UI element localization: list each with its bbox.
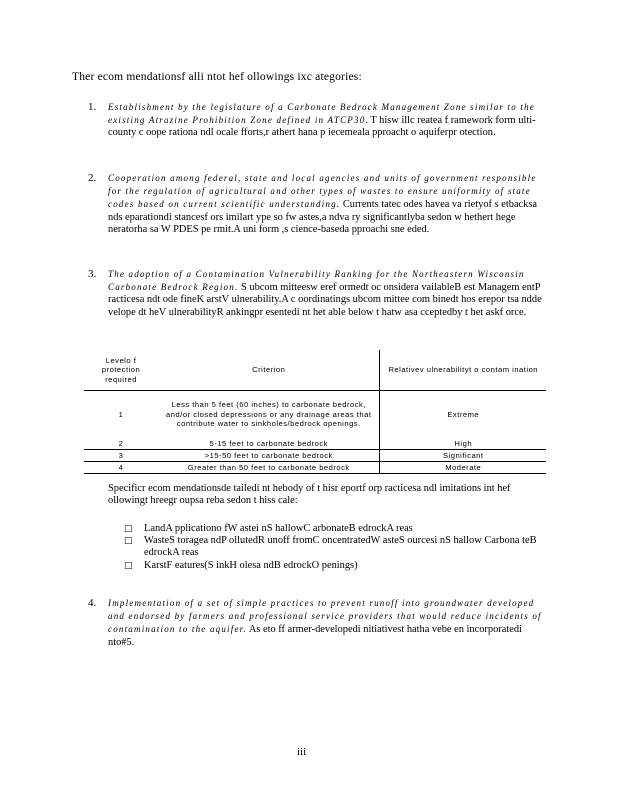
rec-roman: S ubcom mitteesw eref ormedt oc onsidera vailableB est Managem entP racticesa ndt ode fineK arstV ulnerability.A c oordinatings ubcom mittee com binedt hos erepor tsa ndde velope dt heV ulnerabilityR ankingpr esentedi nt het able below t hatw asa cceptedby t het askf orce. — [108, 282, 542, 318]
list-item-text: LandA pplicationo fW astei nS hallowC arbonateB edrockA reas — [144, 523, 413, 534]
rec-roman: Currents tatec odes havea va rietyof s etbacksa nds eparationdi stancesf ors imilart ype so fw astes,a ndva ry significantlyba sedon w hethert hege neratorha sa W PDES pe rmit.A uni form ,s cience-baseda pproachi sne eded. — [108, 199, 538, 235]
table-header-vulnerability: Relativev ulnerabilityt o contam ination — [380, 350, 546, 391]
cell-vulnerability: Moderate — [380, 462, 546, 474]
cell-criterion: 5-15 feet to carbonate bedrock — [158, 438, 380, 450]
rec-number: 2. — [88, 172, 97, 184]
cell-vulnerability: High — [380, 438, 546, 450]
table-row — [84, 438, 546, 450]
checkbox-bullet-icon: □ — [124, 524, 133, 534]
table-row — [84, 462, 546, 474]
table-header-level: Levelo f protection required — [84, 350, 158, 391]
cell-level: 2 — [84, 438, 158, 450]
page-number: iii — [297, 746, 307, 758]
rec-italic: Cooperation among federal, state and local agencies and units of government responsible for the regulation of agricultural and other types of wastes to ensure uniformity of state codes based on current scientific understanding. — [108, 173, 537, 210]
checkbox-bullet-icon: □ — [124, 560, 133, 571]
specific-recommendations-text: Specificr ecom mendationsde tailedi nt hebody of t hisr eportf orp racticesa ndl imitations int hef ollowingt hreegr oupsa reba sedon t hiss cale: — [108, 483, 511, 507]
rec-number: 3. — [88, 268, 97, 280]
cell-criterion: Less than 5 feet (60 inches) to carbonate bedrock, and/or closed depressions or any drainage areas that contribute water to sinkholes/bedrock openings. — [158, 391, 380, 439]
recommendation-1 — [108, 101, 548, 140]
cell-vulnerability: Extreme — [447, 409, 480, 419]
cell-criterion: >15-50 feet to carbonate bedrock — [158, 450, 380, 462]
cell-criterion: Greater than 50 feet to carbonate bedrock — [158, 462, 380, 474]
cell-level: 3 — [84, 450, 158, 462]
recommendation-3 — [108, 268, 548, 319]
cell-level: 4 — [84, 462, 158, 474]
rec-roman: . T hisw illc reatea f ramework form ulti-county c oope rationa ndl ocale fforts,r athert hana p iecemeala pproacht o aquiferpr otection. — [108, 115, 536, 139]
cell-vulnerability: Significant — [380, 450, 546, 462]
table-row — [84, 450, 546, 462]
list-item — [124, 523, 544, 535]
table-header-criterion: Criterion — [158, 350, 380, 391]
checkbox-bullet-icon: □ — [124, 536, 133, 547]
rec-italic: The adoption of a Contamination Vulnerability Ranking for the Northeastern Wisconsin Carbonate Bedrock Region. — [108, 269, 525, 293]
list-item-text: KarstF eatures(S inkH olesa ndB edrockO penings) — [144, 559, 358, 571]
rec-roman: As eto ff armer-developedi nitiativest hatha vebe en incorporatedi nto#5. — [108, 624, 522, 648]
bullet-list — [124, 523, 544, 572]
list-item-text: WasteS toragea ndP ollutedR unoff fromC oncentratedW asteS ourcesi nS hallow Carbona teB edrockA reas — [144, 535, 537, 559]
table-row — [84, 391, 546, 439]
rec-number: 4. — [88, 597, 97, 609]
recommendation-4 — [108, 597, 548, 649]
list-item — [124, 560, 544, 572]
list-item — [124, 535, 544, 559]
rec-italic: Establishment by the legislature of a Carbonate Bedrock Management Zone similar to the existing Atrazine Prohibition Zone defined in ATCP30 — [108, 102, 535, 126]
rec-number: 1. — [88, 101, 97, 113]
rec-italic: Implementation of a set of simple practices to prevent runoff into groundwater developed and endorsed by farmers and professional service providers that would reduce incidents of contamination to the aquifer. — [108, 598, 542, 635]
intro-text: Ther ecom mendationsf alli ntot hef ollowings ixc ategories: — [72, 71, 362, 83]
vulnerability-table — [84, 350, 546, 474]
cell-level: 1 — [118, 409, 124, 419]
recommendation-2 — [108, 172, 548, 236]
